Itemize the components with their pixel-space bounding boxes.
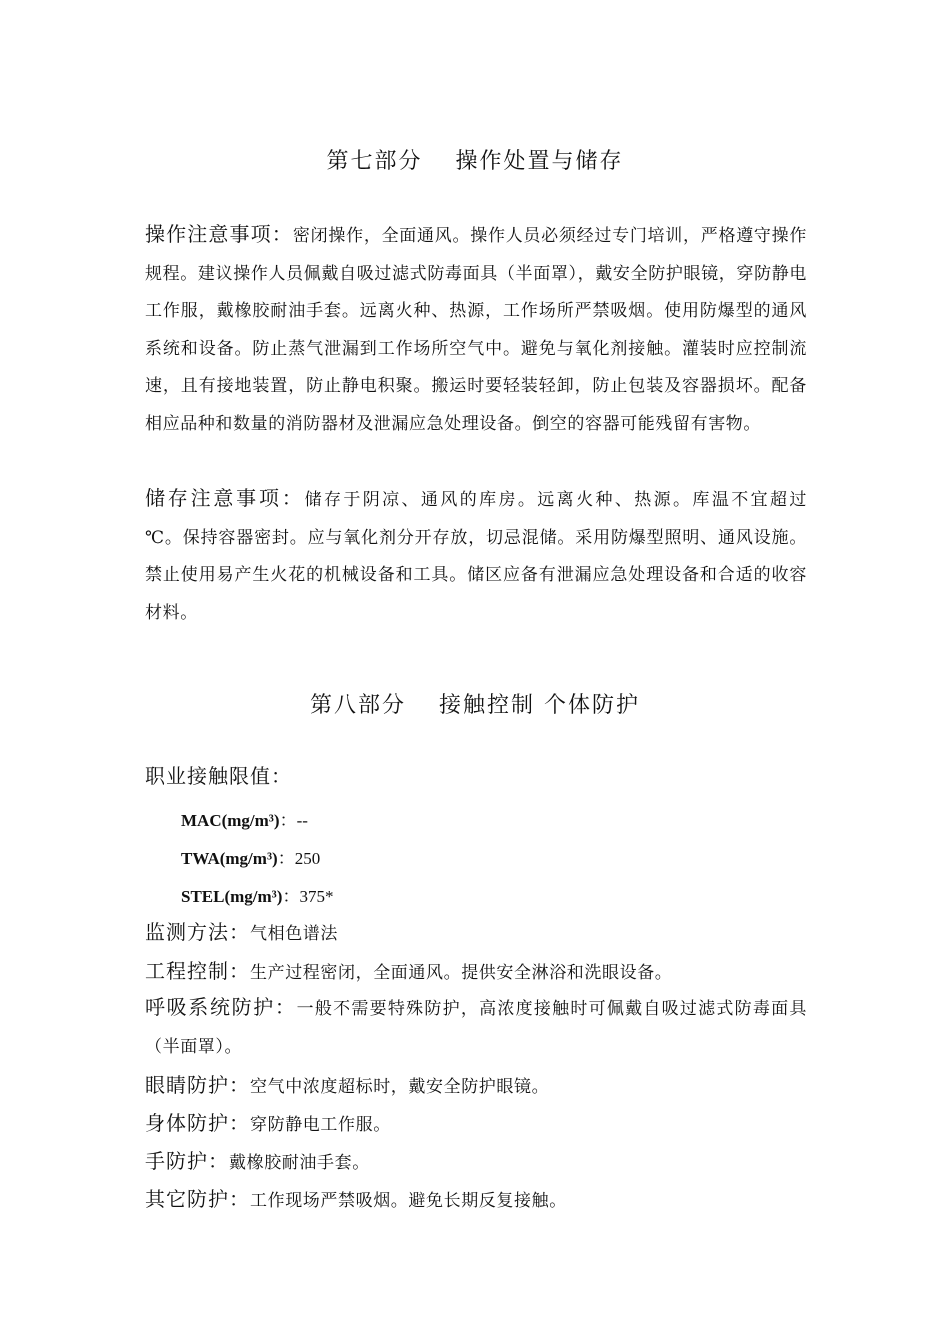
metric-name: TWA(mg/m³) (181, 849, 278, 868)
respiratory-protection (145, 989, 807, 1066)
eye-label: 眼睛防护： (145, 1073, 250, 1097)
metric-name: STEL(mg/m³) (181, 887, 283, 906)
other-text: 工作现场严禁吸烟。避免长期反复接触。 (250, 1191, 567, 1211)
exposure-limits-heading (145, 760, 807, 789)
metric-mac (181, 806, 308, 831)
monitoring-label: 监测方法： (145, 920, 250, 944)
metric-sep: ： (279, 811, 297, 831)
engineering-control (145, 955, 807, 984)
storage-precautions (145, 480, 831, 632)
hand-protection (145, 1145, 807, 1174)
metric-sep: ： (277, 849, 295, 869)
storage-label: 储存注意事项： (145, 486, 305, 510)
monitoring-method (145, 916, 807, 945)
other-label: 其它防护： (145, 1187, 250, 1211)
respiratory-text: 一般不需要特殊防护，高浓度接触时可佩戴自吸过滤式防毒面具（半面罩）。 (145, 999, 807, 1057)
section-8-title: 第八部分 接触控制 个体防护 (310, 693, 640, 718)
exposure-label: 职业接触限值： (145, 764, 292, 788)
body-label: 身体防护： (145, 1111, 250, 1135)
metric-sep: ： (282, 887, 300, 907)
hand-label: 手防护： (145, 1149, 229, 1173)
storage-text: 储存于阴凉、通风的库房。远离火种、热源。库温不宜超过 ℃。保持容器密封。应与氧化剂分开存放，切忌混储。采用防爆型照明、通风设施。禁止使用易产生火花的机械设备和工具。储区应备有泄漏应急处理设备和合适的收容材料。 (145, 490, 831, 623)
respiratory-label: 呼吸系统防护： (145, 995, 297, 1019)
eye-text: 空气中浓度超标时，戴安全防护眼镜。 (250, 1077, 550, 1097)
monitoring-text: 气相色谱法 (250, 924, 338, 944)
eye-protection (145, 1069, 807, 1098)
metric-value: -- (296, 811, 308, 830)
metric-name: MAC(mg/m³) (181, 811, 280, 830)
metric-value: 375* (299, 887, 334, 906)
body-protection (145, 1107, 807, 1136)
other-protection (145, 1183, 807, 1212)
metric-value: 250 (294, 849, 321, 868)
hand-text: 戴橡胶耐油手套。 (229, 1153, 370, 1173)
engineering-label: 工程控制： (145, 959, 250, 983)
handling-text: 密闭操作，全面通风。操作人员必须经过专门培训，严格遵守操作规程。建议操作人员佩戴自吸过滤式防毒面具（半面罩），戴安全防护眼镜，穿防静电工作服，戴橡胶耐油手套。远离火种、热源，工作场所严禁吸烟。使用防爆型的通风系统和设备。防止蒸气泄漏到工作场所空气中。避免与氧化剂接触。灌装时应控制流速，且有接地装置，防止静电积聚。搬运时要轻装轻卸，防止包装及容器损坏。配备相应品种和数量的消防器材及泄漏应急处理设备。倒空的容器可能残留有害物。 (145, 226, 807, 434)
body-text: 穿防静电工作服。 (250, 1115, 391, 1135)
engineering-text: 生产过程密闭，全面通风。提供安全淋浴和洗眼设备。 (250, 963, 673, 983)
metric-twa (181, 844, 320, 869)
section-7-title: 第七部分 操作处置与储存 (326, 149, 624, 174)
handling-label: 操作注意事项： (145, 222, 293, 246)
handling-precautions (145, 216, 807, 443)
metric-stel (181, 882, 333, 907)
